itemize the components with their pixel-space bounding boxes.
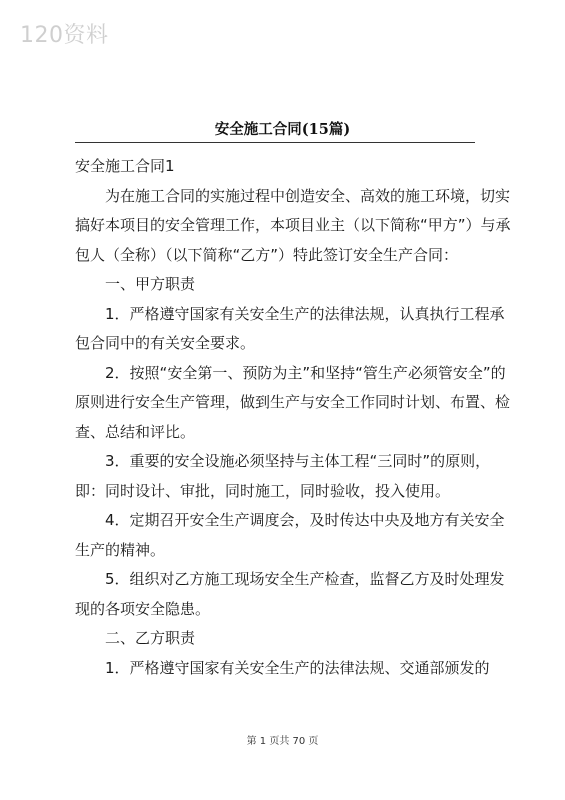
section-heading: 安全施工合同1 xyxy=(75,157,175,175)
title-divider xyxy=(75,142,475,143)
list-item: 1．严格遵守国家有关安全生产的法律法规，认真执行工程承包合同中的有关安全要求。 xyxy=(75,304,505,352)
page-footer: 第 1 页共 70 页 xyxy=(246,736,319,747)
list-item: 4．定期召开安全生产调度会，及时传达中央及地方有关安全生产的精神。 xyxy=(75,511,505,559)
body-paragraph: 为在施工合同的实施过程中创造安全、高效的施工环境，切实搞好本项目的安全管理工作，本项目业主（以下简称“甲方”）与承包人（全称）（以下简称“乙方”）特此签订安全生产合同： xyxy=(75,186,511,264)
document-body xyxy=(75,152,515,683)
list-item: 3．重要的安全设施必须坚持与主体工程“三同时”的原则，即：同时设计、审批，同时施工，同时验收，投入使用。 xyxy=(75,452,491,500)
list-item: 2．按照“安全第一、预防为主”和坚持“管生产必须管安全”的原则进行安全生产管理，做到生产与安全工作同时计划、布置、检查、总结和评比。 xyxy=(75,363,511,441)
document-title: 安全施工合同(15篇) xyxy=(214,121,351,138)
list-item: 5．组织对乙方施工现场安全生产检查，监督乙方及时处理发现的各项安全隐患。 xyxy=(75,570,505,618)
section-heading: 一、甲方职责 xyxy=(105,275,196,293)
watermark: 120资料 xyxy=(20,23,109,48)
list-item: 1．严格遵守国家有关安全生产的法律法规、交通部颁发的 xyxy=(105,658,490,677)
section-heading: 二、乙方职责 xyxy=(105,629,196,647)
